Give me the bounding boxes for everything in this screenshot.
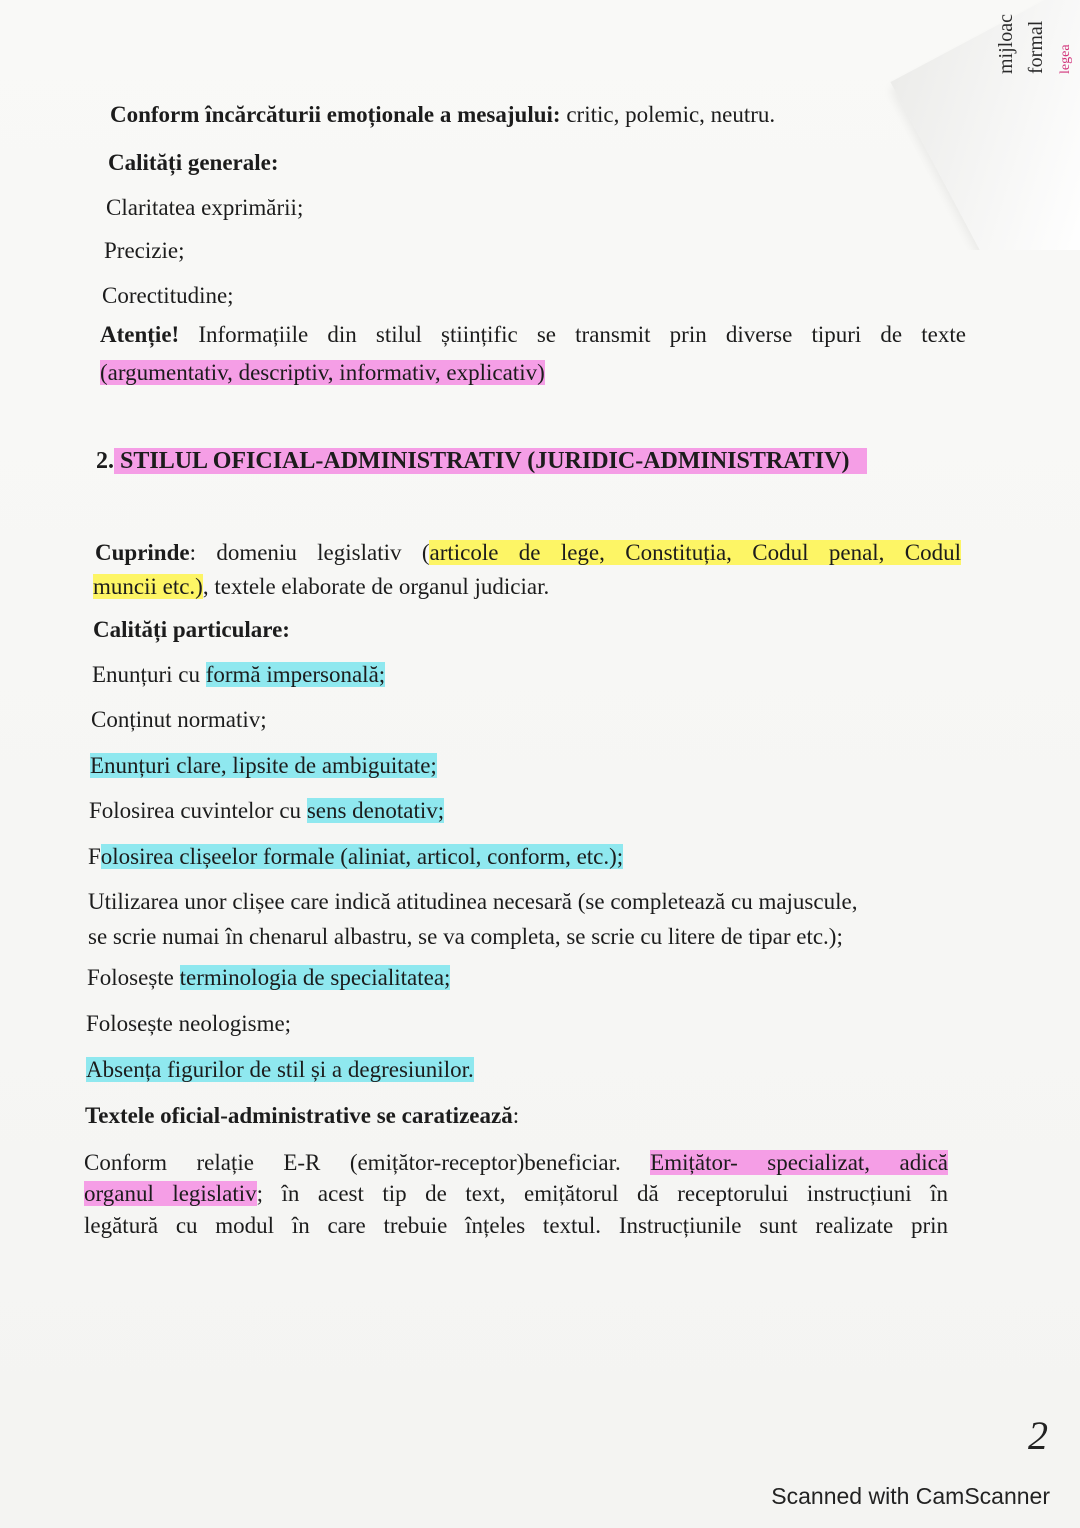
particular-qualities-heading: Calități particulare: [93, 617, 290, 642]
section-title: 2. STILUL OFICIAL-ADMINISTRATIV (JURIDIC-ADMINISTRATIV) [96, 448, 867, 475]
list-item: Conținut normativ; [91, 707, 267, 732]
cuprinde-paragraph-cont: muncii etc.), textele elaborate de organul judiciar. [93, 574, 550, 599]
corner-word: mijloac [995, 14, 1017, 74]
cuprinde-paragraph: Cuprinde: domeniu legislativ (articole de lege, Constituția, Codul penal, Codul [95, 540, 961, 565]
general-qualities-heading: Calități generale: [108, 150, 279, 175]
emotional-load-line: Conform încărcăturii emoționale a mesajului: critic, polemic, neutru. [110, 102, 776, 127]
list-item-cont: se scrie numai în chenarul albastru, se va completa, se scrie cu litere de tipar etc.); [88, 924, 843, 949]
list-item: Absența figurilor de stil și a degresiunilor. [86, 1057, 474, 1082]
scanner-watermark: Scanned with CamScanner [771, 1483, 1050, 1509]
list-item: Precizie; [104, 238, 185, 263]
attention-paragraph: Atenție! Informațiile din stilul științific se transmit prin diverse tipuri de texte [100, 322, 966, 347]
corner-word: legea [1058, 44, 1073, 74]
textele-paragraph: organul legislativ; în acest tip de text, emițătorul dă receptorului instrucțiuni în [84, 1181, 948, 1206]
page-number: 2 [1028, 1413, 1048, 1458]
list-item: Enunțuri cu formă impersonală; [92, 662, 386, 687]
list-item: Claritatea exprimării; [106, 195, 304, 220]
attention-types: (argumentativ, descriptiv, informativ, explicativ) [100, 360, 545, 385]
textele-paragraph: Conform relație E-R (emițător-receptor)beneficiar. Emițător- specializat, adică [84, 1150, 948, 1175]
textele-paragraph: legătură cu modul în care trebuie înțeles textul. Instrucțiunile sunt realizate prin [84, 1213, 948, 1238]
list-item: Enunțuri clare, lipsite de ambiguitate; [90, 753, 437, 778]
list-item: Folosește terminologia de specialitatea; [87, 965, 451, 990]
list-item: Folosește neologisme; [86, 1011, 292, 1036]
list-item: Folosirea clișeelor formale (aliniat, articol, conform, etc.); [88, 844, 624, 869]
corner-word: formal [1025, 20, 1047, 74]
textele-heading: Textele oficial-administrative se caratizează: [85, 1103, 520, 1128]
list-item: Folosirea cuvintelor cu sens denotativ; [89, 798, 445, 823]
folded-page-corner [850, 0, 1080, 250]
list-item: Utilizarea unor clișee care indică atitudinea necesară (se completează cu majuscule, [88, 889, 858, 914]
list-item: Corectitudine; [102, 283, 234, 308]
